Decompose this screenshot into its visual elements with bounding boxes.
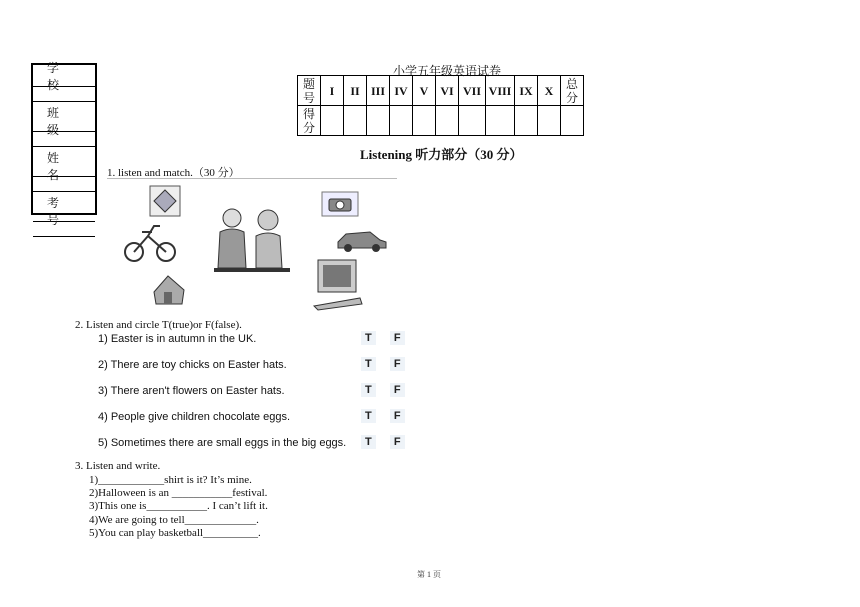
false-option[interactable]: F [390, 383, 405, 397]
score-cell [459, 106, 486, 136]
exam-number-label: 考 号 [47, 195, 74, 227]
score-cell [486, 106, 515, 136]
false-option[interactable]: F [390, 409, 405, 423]
score-cell [321, 106, 344, 136]
true-false-options [361, 436, 405, 448]
question-2-title: 2. Listen and circle T(true)or F(false). [75, 319, 242, 331]
col-4: IV [390, 76, 413, 106]
score-cell [367, 106, 390, 136]
score-cell [390, 106, 413, 136]
true-false-options [361, 332, 405, 344]
school-label: 学 校 [47, 60, 74, 92]
name-label: 姓 名 [47, 150, 74, 182]
fill-blank-2[interactable]: 2)Halloween is an ___________festival. [89, 487, 268, 499]
true-option[interactable]: T [361, 383, 376, 397]
statement-3: 3) There aren't flowers on Easter hats. [98, 385, 285, 397]
header-label: 题号 [298, 76, 321, 106]
col-3: III [367, 76, 390, 106]
statement-1: 1) Easter is in autumn in the UK. [98, 333, 257, 345]
divider [107, 178, 397, 179]
car-icon [338, 232, 386, 252]
house-icon [154, 276, 184, 304]
score-table-score-row [298, 106, 584, 136]
true-option[interactable]: T [361, 435, 376, 449]
col-1: I [321, 76, 344, 106]
score-cell [561, 106, 584, 136]
col-7: VII [459, 76, 486, 106]
fill-blank-5[interactable]: 5)You can play basketball__________. [89, 527, 261, 539]
true-option[interactable]: T [361, 409, 376, 423]
col-5: V [413, 76, 436, 106]
fill-blank-1[interactable]: 1)____________shirt is it? It’s mine. [89, 474, 252, 486]
col-10: X [538, 76, 561, 106]
statement-2: 2) There are toy chicks on Easter hats. [98, 359, 287, 371]
fill-blank-3[interactable]: 3)This one is___________. I can’t lift it. [89, 500, 268, 512]
page-number: 第 1 页 [417, 570, 441, 579]
camera-icon [322, 192, 358, 216]
section-heading: Listening 听力部分（30 分） [360, 147, 523, 162]
statement-4: 4) People give children chocolate eggs. [98, 411, 291, 423]
score-table-header-row [298, 76, 584, 106]
student-info-box [31, 60, 97, 227]
matching-picture [112, 182, 402, 317]
fill-blank-4[interactable]: 4)We are going to tell_____________. [89, 514, 259, 526]
statement-5: 5) Sometimes there are small eggs in the big eggs. [98, 437, 347, 449]
true-false-options [361, 410, 405, 422]
col-total: 总分 [561, 76, 584, 106]
question-1-title: 1. listen and match.（30 分） [107, 167, 240, 179]
true-false-options [361, 384, 405, 396]
bicycle-icon [125, 226, 175, 261]
false-option[interactable]: F [390, 331, 405, 345]
false-option[interactable]: F [390, 357, 405, 371]
col-8: VIII [486, 76, 515, 106]
computer-icon [314, 260, 362, 310]
people-icon [214, 209, 290, 272]
true-false-options [361, 358, 405, 370]
col-2: II [344, 76, 367, 106]
question-3-title: 3. Listen and write. [75, 460, 161, 472]
score-cell [538, 106, 561, 136]
score-cell [436, 106, 459, 136]
true-option[interactable]: T [361, 331, 376, 345]
col-9: IX [515, 76, 538, 106]
false-option[interactable]: F [390, 435, 405, 449]
class-label: 班 级 [47, 105, 74, 137]
score-table [297, 75, 584, 136]
page-title: 小学五年级英语试卷 [393, 64, 502, 78]
score-cell [344, 106, 367, 136]
score-cell [413, 106, 436, 136]
true-option[interactable]: T [361, 357, 376, 371]
tile-icon [150, 186, 180, 216]
score-label: 得分 [298, 106, 321, 136]
score-cell [515, 106, 538, 136]
col-6: VI [436, 76, 459, 106]
